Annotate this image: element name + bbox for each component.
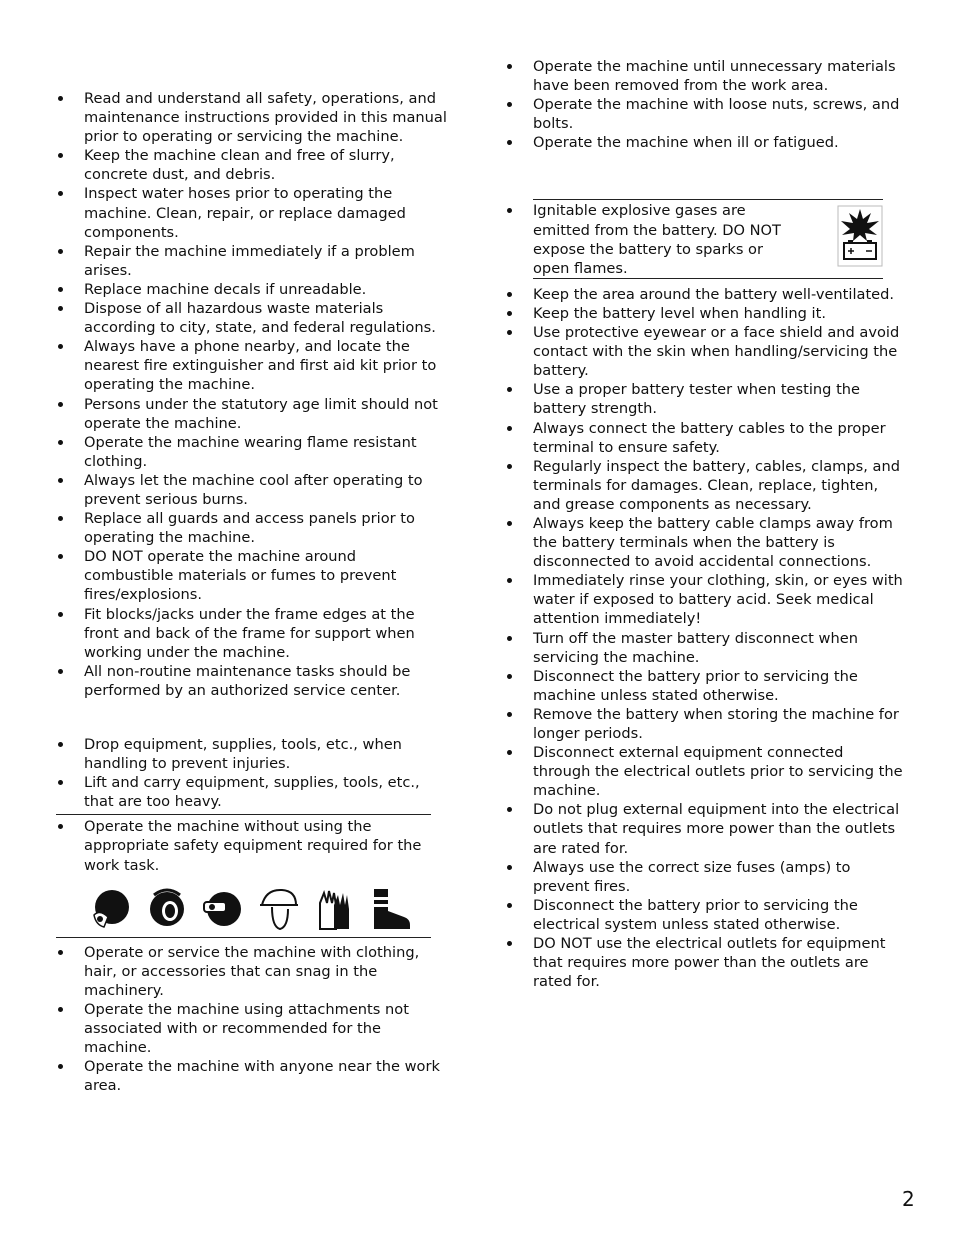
list-item: Operate or service the machine with clothing, hair, or accessories that can snag in the machinery.	[56, 943, 448, 1000]
list-item: Fit blocks/jacks under the frame edges at the front and back of the frame for support when working under the machine.	[56, 605, 448, 662]
list-item: Always let the machine cool after operating to prevent serious burns.	[56, 471, 448, 509]
hard-hat-icon	[258, 887, 300, 931]
list-item: Inspect water hoses prior to operating the machine. Clean, repair, or replace damaged components.	[56, 184, 448, 241]
list-item: Operate the machine with loose nuts, screws, and bolts.	[505, 95, 903, 133]
list-item: DO NOT operate the machine around combustible materials or fumes to prevent fires/explosions.	[56, 547, 448, 604]
list-item: Operate the machine wearing flame resistant clothing.	[56, 433, 448, 471]
list-item: Replace machine decals if unreadable.	[56, 280, 448, 299]
list-item: Do not plug external equipment into the electrical outlets that requires more power than the outlets are rated for.	[505, 800, 903, 857]
safety-boots-icon	[370, 887, 412, 931]
ppe-section-top-rule	[56, 814, 431, 815]
eye-protection-icon	[202, 887, 244, 931]
list-item: Use protective eyewear or a face shield and avoid contact with the skin when handling/servicing the battery.	[505, 323, 903, 380]
list-item: All non-routine maintenance tasks should be performed by an authorized service center.	[56, 662, 448, 700]
ear-protection-icon	[146, 887, 188, 931]
battery-explosion-icon	[837, 205, 883, 267]
left-column	[56, 89, 448, 1095]
list-item: Use a proper battery tester when testing the battery strength.	[505, 380, 903, 418]
list-item: Dispose of all hazardous waste materials according to city, state, and federal regulations.	[56, 299, 448, 337]
list-item: Disconnect external equipment connected through the electrical outlets prior to servicing the machine.	[505, 743, 903, 800]
ppe-item: Operate the machine without using the appropriate safety equipment required for the work task.	[56, 817, 448, 874]
list-item: Repair the machine immediately if a problem arises.	[56, 242, 448, 280]
ppe-list	[56, 817, 448, 874]
list-item: Always have a phone nearby, and locate the nearest fire extinguisher and first aid kit prior to operating the machine.	[56, 337, 448, 394]
battery-safety-list	[505, 285, 903, 991]
list-item: Operate the machine when ill or fatigued.	[505, 133, 903, 152]
list-item: Always connect the battery cables to the proper terminal to ensure safety.	[505, 419, 903, 457]
list-item: Immediately rinse your clothing, skin, or eyes with water if exposed to battery acid. Seek medical attention immediately!	[505, 571, 903, 628]
list-item: Replace all guards and access panels prior to operating the machine.	[56, 509, 448, 547]
list-item: Drop equipment, supplies, tools, etc., when handling to prevent injuries.	[56, 735, 448, 773]
operation-donot-list	[505, 57, 903, 152]
handling-donot-list	[56, 735, 448, 811]
general-safety-list	[56, 89, 448, 700]
gloves-icon	[314, 887, 356, 931]
list-item: Disconnect the battery prior to servicing the electrical system unless stated otherwise.	[505, 896, 903, 934]
clothing-donot-list	[56, 943, 448, 1096]
list-item: Turn off the master battery disconnect when servicing the machine.	[505, 629, 903, 667]
ppe-section-bottom-rule	[56, 937, 431, 938]
page-number: 2	[902, 1187, 915, 1211]
right-column	[505, 57, 903, 991]
list-item: Operate the machine until unnecessary materials have been removed from the work area.	[505, 57, 903, 95]
list-item: Always use the correct size fuses (amps) to prevent fires.	[505, 858, 903, 896]
battery-warning-list	[533, 201, 883, 277]
list-item: Operate the machine with anyone near the work area.	[56, 1057, 448, 1095]
list-item: Regularly inspect the battery, cables, clamps, and terminals for damages. Clean, replace, tighten, and grease components as necessary.	[505, 457, 903, 514]
respirator-icon	[90, 887, 132, 931]
list-item: Remove the battery when storing the machine for longer periods.	[505, 705, 903, 743]
list-item: DO NOT use the electrical outlets for equipment that requires more power than the outlets are rated for.	[505, 934, 903, 991]
list-item: Keep the area around the battery well-ventilated.	[505, 285, 903, 304]
battery-warning-box	[533, 199, 883, 278]
list-item: Always keep the battery cable clamps away from the battery terminals when the battery is disconnected to avoid accidental connections.	[505, 514, 903, 571]
list-item: Keep the machine clean and free of slurry, concrete dust, and debris.	[56, 146, 448, 184]
battery-warning-text: Ignitable explosive gases are emitted from the battery. DO NOT expose the battery to sparks or open flames.	[505, 201, 795, 277]
list-item: Read and understand all safety, operations, and maintenance instructions provided in this manual prior to operating or servicing the machine.	[56, 89, 448, 146]
list-item: Keep the battery level when handling it.	[505, 304, 903, 323]
ppe-icon-row	[56, 875, 448, 937]
list-item: Persons under the statutory age limit should not operate the machine.	[56, 395, 448, 433]
list-item: Operate the machine using attachments not associated with or recommended for the machine.	[56, 1000, 448, 1057]
list-item: Disconnect the battery prior to servicing the machine unless stated otherwise.	[505, 667, 903, 705]
list-item: Lift and carry equipment, supplies, tools, etc., that are too heavy.	[56, 773, 448, 811]
